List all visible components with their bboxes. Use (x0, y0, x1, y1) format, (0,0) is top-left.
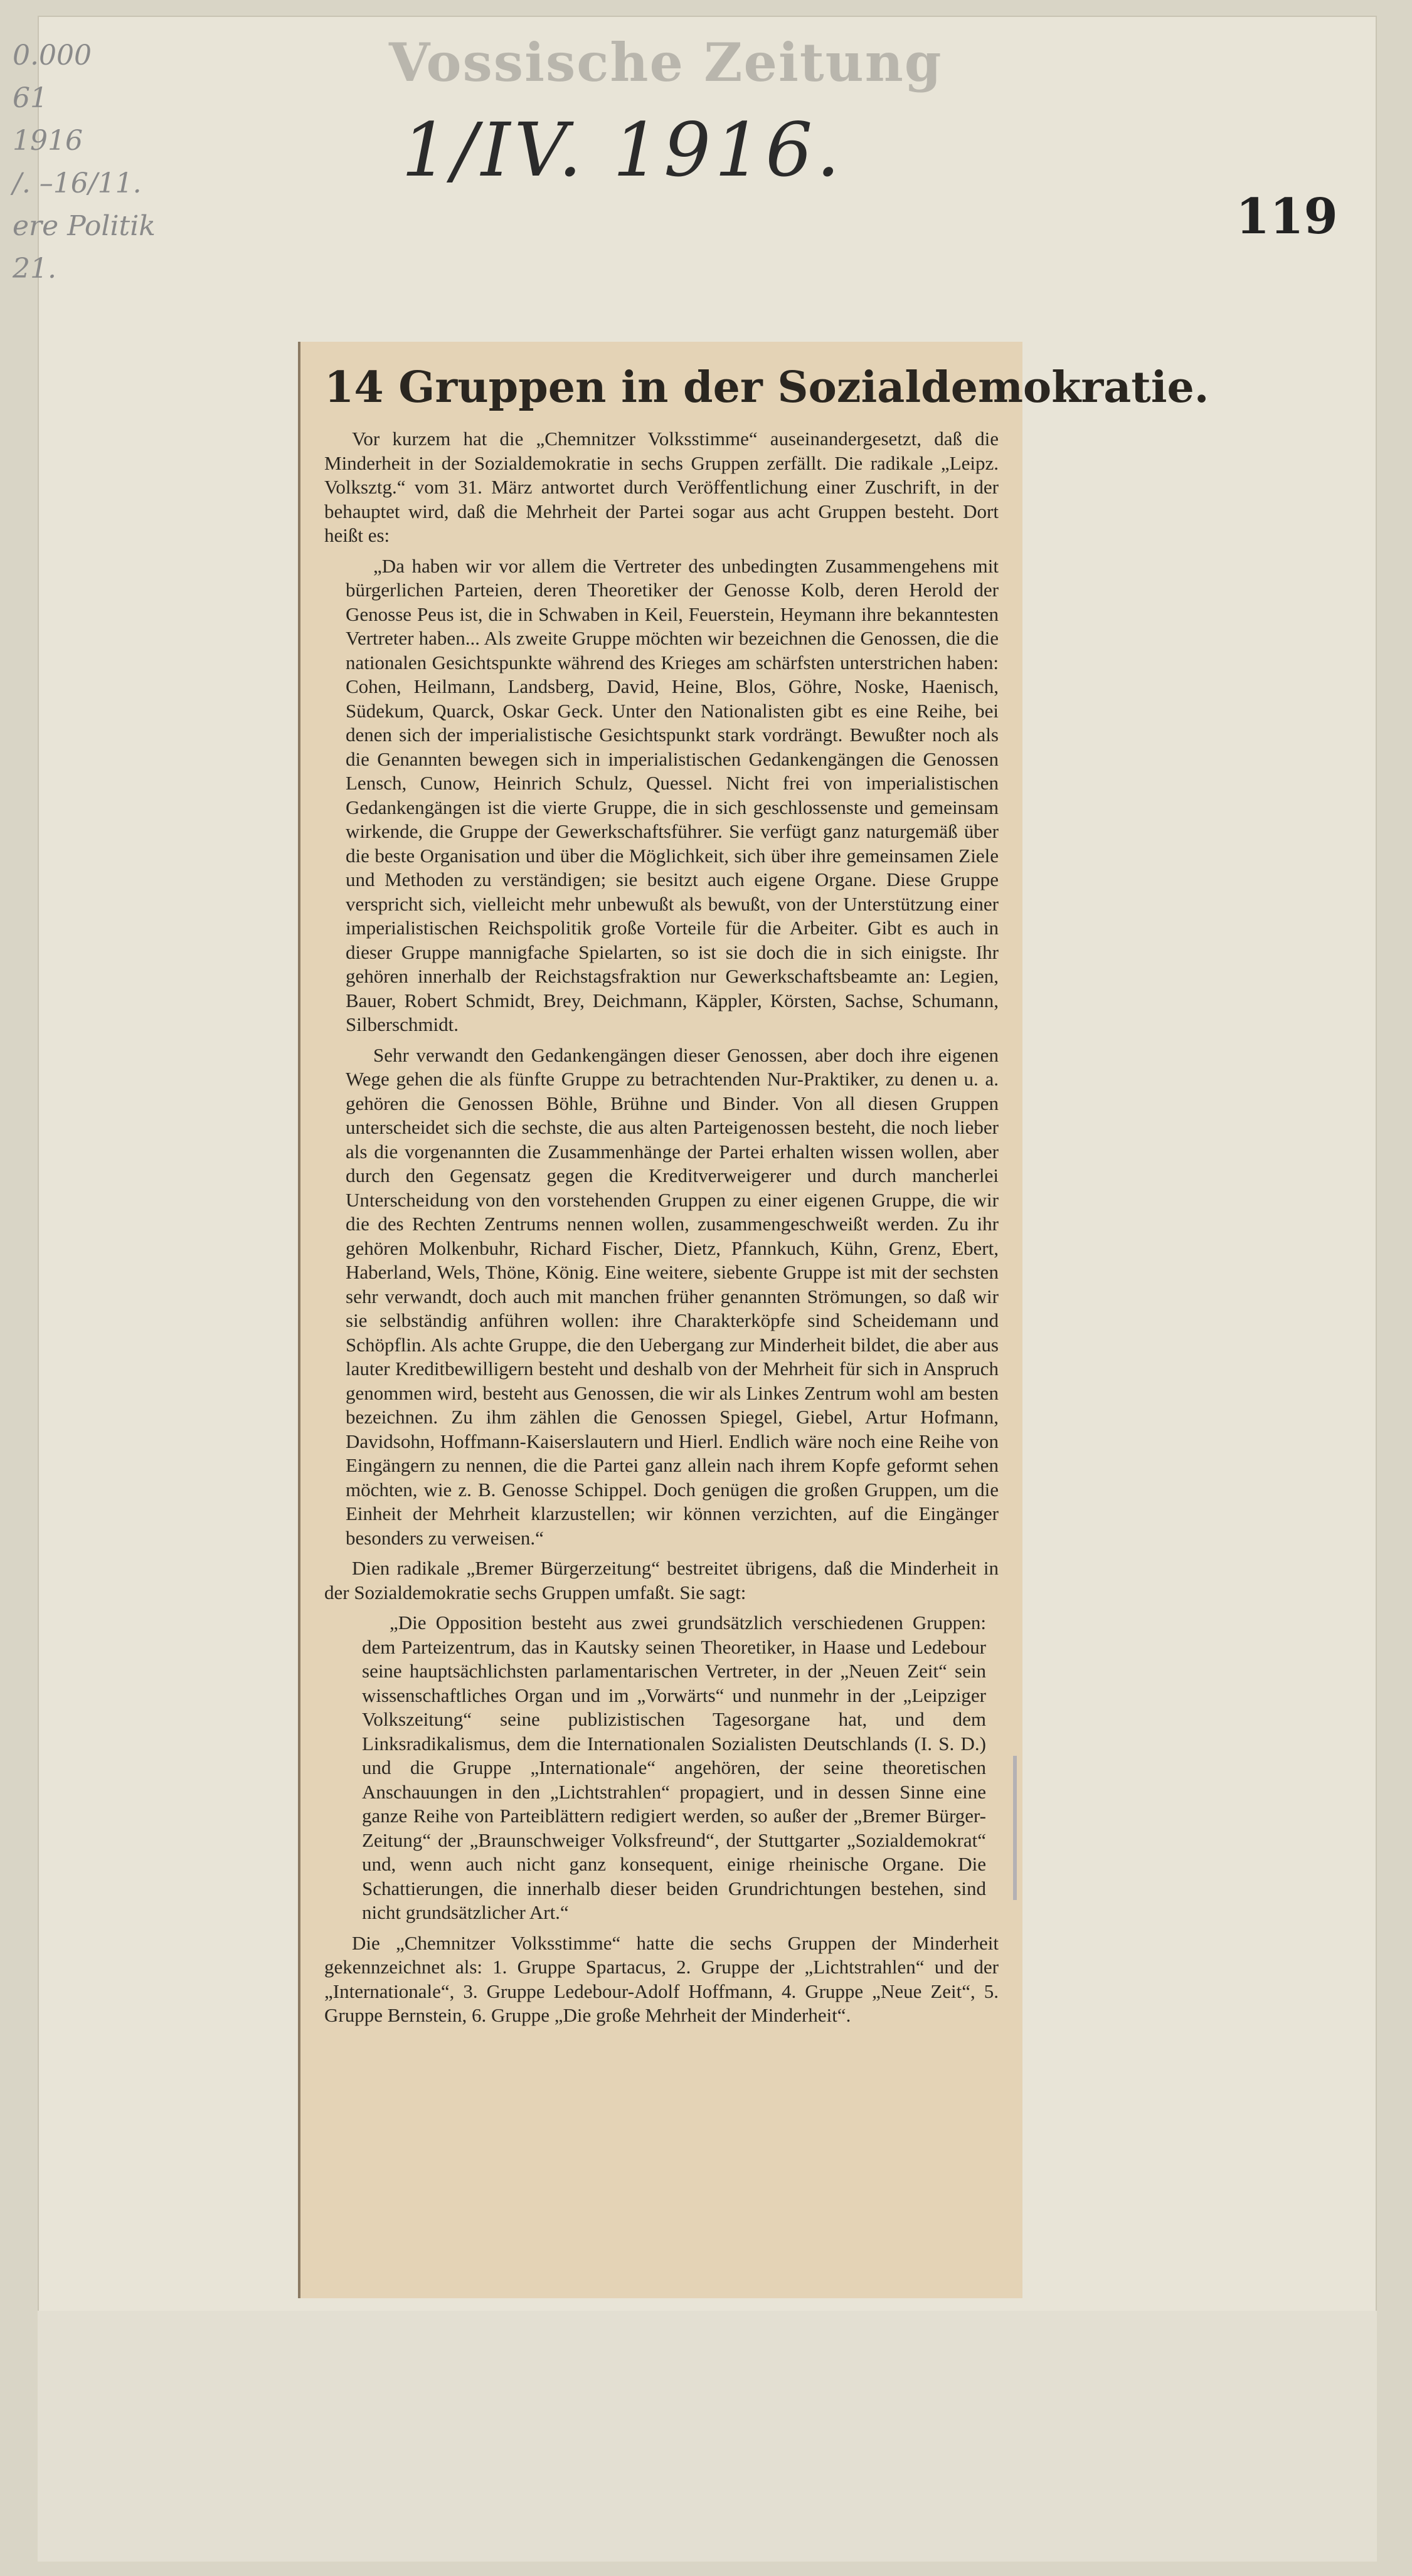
article-headline: 14 Gruppen in der Sozialdemokratie. (324, 362, 1209, 413)
article-quote: „Da haben wir vor allem die Vertreter des unbedingten Zusammengehens mit bürgerlichen Parteien, deren Theoretiker der Genosse Kolb, deren Herold der Genosse Peus ist, die in Schwaben in Keil, Feuerstein, Heymann ihre bekanntesten Vertreter haben... Als zweite Gruppe möchten wir bezeichnen die Genossen, die die nationalen Gesichtspunkte während des Krieges am schärfsten unterstrichen haben: Cohen, Heilmann, Landsberg, David, Heine, Blos, Göhre, Noske, Haenisch, Südekum, Quarck, Oskar Geck. Unter den Nationalisten gibt es eine Reihe, bei denen sich der imperialistische Gesichtspunkt stark vordrängt. Bewußter noch als die Genannten bewegen sich in imperialistischen Gedankengängen die Genossen Lensch, Cunow, Heinrich Schulz, Quessel. Nicht frei von imperialistischen Gedankengängen ist die vierte Gruppe, die in sich geschlossenste und gemeinsam wirkende, die Gruppe der Gewerkschaftsführer. Sie verfügt ganz naturgemäß über die beste Organisation und über die Möglichkeit, sich über ihre gemeinsamen Ziele und Methoden zu verständigen; sie besitzt auch eigene Organe. Diese Gruppe verspricht sich, vielleicht mehr unbewußt als bewußt, von der Unterstützung einer imperialistischen Reichspolitik große Vorteile für die Arbeiter. Gibt es auch in dieser Gruppe mannigfache Spielarten, so ist sie doch die in sich einigste. Ihr gehören innerhalb der Reichstagsfraktion nur Gewerkschaftsbeamte an: Legien, Bauer, Robert Schmidt, Brey, Deichmann, Käppler, Körsten, Sachse, Schumann, Silberschmidt. (346, 554, 999, 1035)
margin-note: 61 (13, 82, 48, 114)
article-body (324, 427, 999, 2028)
article-quote: „Die Opposition besteht aus zwei grundsätzlich verschiedenen Gruppen: dem Parteizentrum, das in Kautsky seinen Theoretiker, in Haase und Ledebour seine hauptsächlichsten parlamentarischen Vertreter, in der „Neuen Zeit“ sein wissenschaftliches Organ und im „Vorwärts“ und nunmehr in der „Leipziger Volkszeitung“ seine publizistischen Tagesorgane hat, und dem Linksradikalismus, dem die Internationalen Sozialisten Deutschlands (I. S. D.) und die Gruppe „Internationale“ angehören, der seine theoretischen Anschauungen in den „Lichtstrahlen“ propagiert, und in dessen Sinne eine ganze Reihe von Parteiblättern redigiert werden, so außer der „Bremer Bürger-Zeitung“ der „Braunschweiger Volksfreund“, der Stuttgarter „Sozialdemokrat“ und, wenn auch nicht ganz konsequent, einige rheinische Organe. Die Schattierungen, die innerhalb dieser beiden Grundrichtungen bestehen, sind nicht grundsätzlicher Art.“ (362, 1612, 986, 1923)
margin-note: /. –16/11. (13, 167, 142, 199)
sheet-bottom (38, 2311, 1377, 2562)
handwritten-date: 1/IV. 1916. (401, 107, 844, 193)
article-paragraph: Dien radikale „Bremer Bürgerzeitung“ bestreitet übrigens, daß die Minderheit in der Sozialdemokratie sechs Gruppen umfaßt. Sie sagt: (324, 1557, 999, 1603)
article-quote: Sehr verwandt den Gedankengängen dieser Genossen, aber doch ihre eigenen Wege gehen die als fünfte Gruppe zu betrachtenden Nur-Praktiker, zu denen u. a. gehören die Genossen Böhle, Brühne und Binder. Von all diesen Gruppen unterscheidet sich die sechste, die aus alten Parteigenossen besteht, die noch lieber als die vorgenannten die Zusammenhänge der Partei erhalten wissen wollen, aber durch den Gegensatz gegen die Kreditverweigerer und durch mancherlei Unterscheidung von den vorstehenden Gruppen zu einer eigenen Gruppe, die wir die des Rechten Zentrums nennen wollen, zusammengeschweißt werden. Zu ihr gehören Molkenbuhr, Richard Fischer, Dietz, Pfannkuch, Kühn, Grenz, Ebert, Haberland, Wels, Thöne, König. Eine weitere, siebente Gruppe ist mit der sechsten sehr verwandt, doch auch mit manchen früher genannten Strömungen, so daß wir sie selbständig anführen wollen: ihre Charakterköpfe sind Scheidemann und Schöpflin. Als achte Gruppe, die den Uebergang zur Minderheit bildet, die aber aus lauter Kreditbewilligern besteht und deshalb von der Mehrheit für sich in Anspruch genommen wird, besteht aus Genossen, die wir als Linkes Zentrum wohl am besten bezeichnen. Zu ihm zählen die Genossen Spiegel, Giebel, Artur Hofmann, Davidsohn, Hoffmann-Kaiserslautern und Hierl. Endlich wäre noch eine Reihe von Eingängern zu nennen, die die Partei ganz allein nach ihrem Kopfe geformt sehen möchten, wie z. B. Genosse Schippel. Doch genügen die großen Gruppen, um die Einheit der Mehrheit klarzustellen; wir können verzichten, auf die Eingänger besonders zu verweisen.“ (346, 1043, 999, 1549)
margin-note: ere Politik (13, 210, 156, 242)
margin-note: 0.000 (13, 40, 92, 71)
blue-pencil-mark (1013, 1756, 1017, 1900)
page-number: 119 (1236, 188, 1338, 245)
margin-note: 1916 (13, 125, 83, 157)
article-paragraph: Vor kurzem hat die „Chemnitzer Volksstimme“ auseinandergesetzt, daß die Minderheit in der Sozialdemokratie in sechs Gruppen zerfällt. Die radikale „Leipz. Volksztg.“ vom 31. März antwortet durch Veröffentlichung einer Zuschrift, in der behauptet wird, daß die Mehrheit der Partei sogar aus acht Gruppen besteht. Dort heißt es: (324, 428, 999, 546)
margin-note: 21. (13, 253, 56, 285)
newspaper-clipping (298, 342, 1209, 2298)
pencil-margin-notes (13, 34, 188, 290)
article-paragraph: Die „Chemnitzer Volksstimme“ hatte die sechs Gruppen der Minderheit gekennzeichnet als: 1. Gruppe Spartacus, 2. Gruppe der „Lichtstrahlen“ und der „Internationale“, 3. Gruppe Ledebour-Adolf Hoffmann, 4. Gruppe „Neue Zeit“, 5. Gruppe Bernstein, 6. Gruppe „Die große Mehrheit der Minderheit“. (324, 1931, 999, 2026)
newspaper-stamp: Vossische Zeitung (389, 31, 943, 93)
